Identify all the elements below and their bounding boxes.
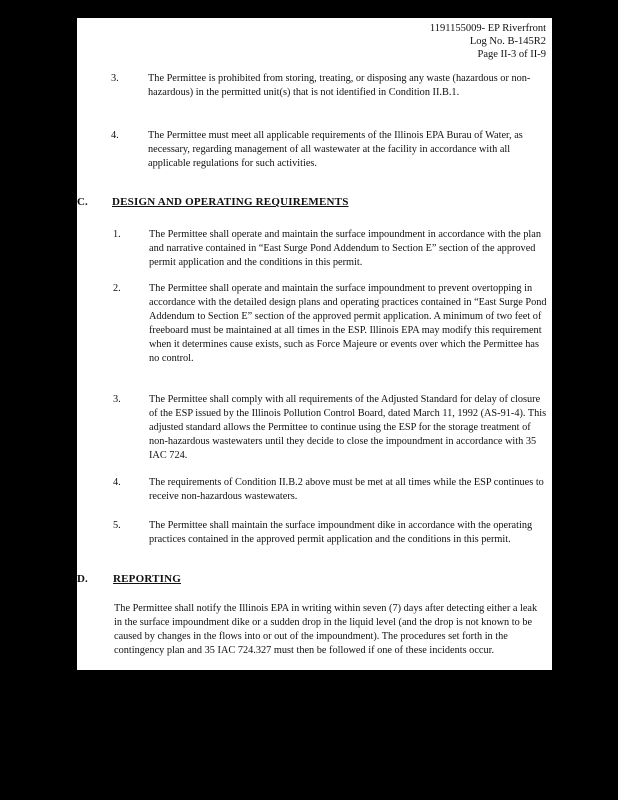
header-log-no: Log No. B-145R2 — [469, 36, 546, 47]
item-number: 2. — [113, 283, 121, 294]
list-item: The Permittee shall operate and maintain the surface impoundment to prevent overtopping in accordance with the detailed design plans and operating practices contained in “East Surge Pond Addendum to Section E” section of the approved permit application. A minimum of two feet of freeboard must be maintained at all times in the ESP. Illinois EPA may modify this requirement when it determines cause exists, such as Force Majeure or events over which the Permittee has no control. — [149, 283, 547, 364]
list-item: The requirements of Condition II.B.2 above must be met at all times while the ESP continues to receive non-hazardous wastewaters. — [149, 477, 544, 502]
item-number: 3. — [113, 394, 121, 405]
section-letter: C. — [77, 196, 88, 208]
item-number: 3. — [111, 73, 119, 84]
list-item: The Permittee is prohibited from storing, treating, or disposing any waste (hazardous or non-hazardous) in the permitted unit(s) that is not identified in Condition II.B.1. — [148, 73, 531, 98]
section-title: REPORTING — [113, 573, 182, 585]
section-letter: D. — [77, 573, 88, 585]
section-title: DESIGN AND OPERATING REQUIREMENTS — [112, 196, 349, 208]
list-item: The Permittee shall operate and maintain the surface impoundment in accordance with the plan and narrative contained in “East Surge Pond Addendum to Section E” section of the approved permit application and the conditions in this permit. — [149, 229, 541, 268]
item-number: 5. — [113, 520, 121, 531]
reporting-paragraph: The Permittee shall notify the Illinois EPA in writing within seven (7) days after detecting either a leak in the surface impoundment dike or a sudden drop in the liquid level (and the drop is not known to be caused by changes in the flows into or out of the impoundment). The procedures set forth in the contingency plan and 35 IAC 724.327 must then be followed if one of these incidents occur. — [114, 603, 538, 656]
list-item: The Permittee must meet all applicable requirements of the Illinois EPA Burau of Water, as necessary, regarding management of all wastewater at the facility in accordance with all applicable regulations for such activities. — [148, 130, 523, 169]
list-item: The Permittee shall comply with all requirements of the Adjusted Standard for delay of closure of the ESP issued by the Illinois Pollution Control Board, dated March 11, 1992 (AS-91-4). This adjusted standard allows the Permittee to continue using the ESP for the storage treatment of non-hazardous wastewaters until they decide to close the impoundment in accordance with 35 IAC 724. — [149, 394, 547, 461]
item-number: 4. — [111, 130, 119, 141]
list-item: The Permittee shall maintain the surface impoundment dike in accordance with the operating practices contained in the approved permit application and the conditions in this permit. — [149, 520, 533, 545]
document-page — [77, 18, 552, 670]
header-page-no: Page II-3 of II-9 — [477, 49, 546, 60]
page-header — [430, 22, 546, 61]
item-number: 4. — [113, 477, 121, 488]
header-permit-id: 1191155009- EP Riverfront — [429, 23, 546, 34]
item-number: 1. — [113, 229, 121, 240]
